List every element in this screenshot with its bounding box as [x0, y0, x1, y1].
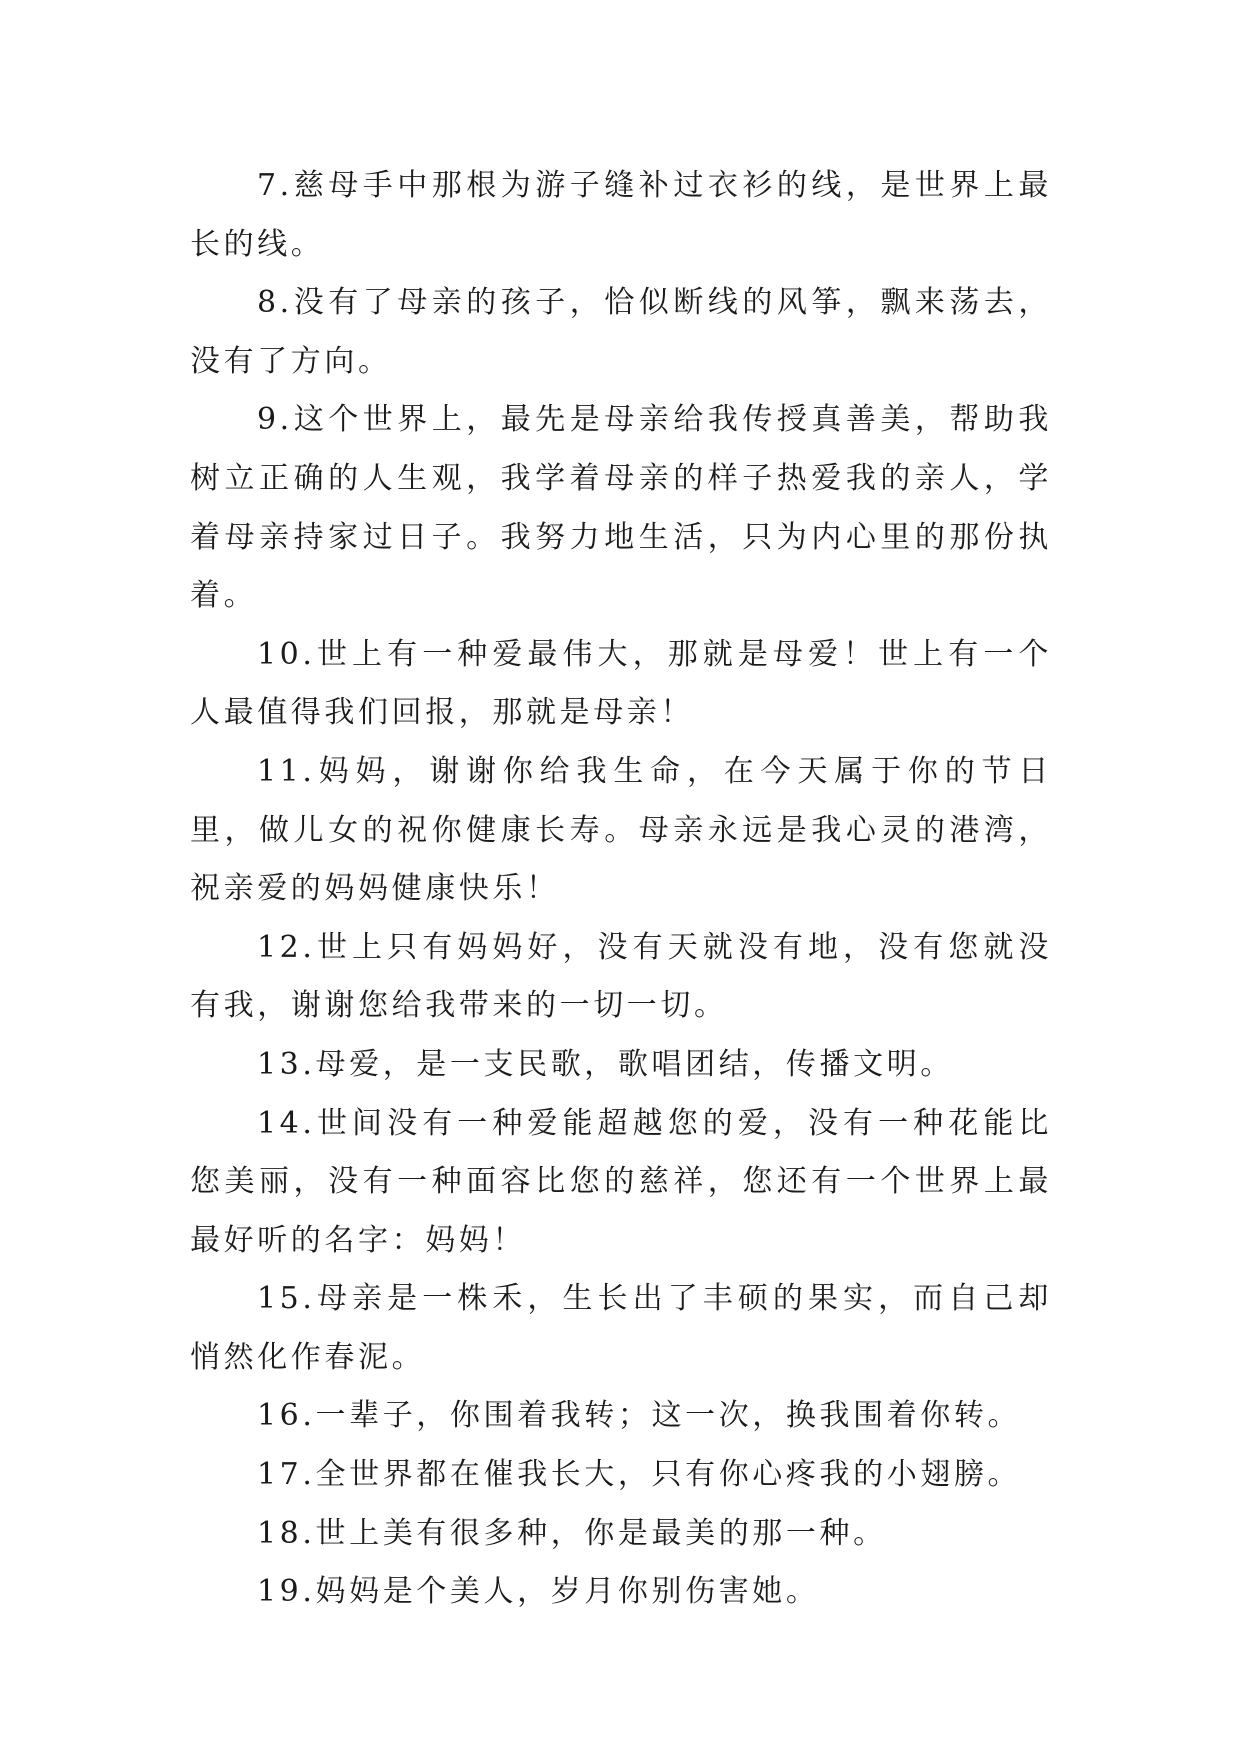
paragraph-17: 17.全世界都在催我长大，只有你心疼我的小翅膀。: [257, 1457, 1022, 1493]
paragraph-11: 11.妈妈，谢谢你给我生命，在今天属于你的节日里，做儿女的祝你健康长寿。母亲永远是我心灵的港湾，祝亲爱的妈妈健康快乐！: [190, 753, 1052, 907]
paragraph-19: 19.妈妈是个美人，岁月你别伤害她。: [257, 1574, 820, 1610]
paragraph-8: 8.没有了母亲的孩子，恰似断线的风筝，飘来荡去，没有了方向。: [190, 285, 1052, 379]
paragraph-13: 13.母爱，是一支民歌，歌唱团结，传播文明。: [257, 1046, 954, 1082]
paragraph-10: 10.世上有一种爱最伟大，那就是母爱！世上有一个人最值得我们回报，那就是母亲！: [190, 636, 1052, 731]
paragraph-16: 16.一辈子，你围着我转；这一次，换我围着你转。: [257, 1398, 1022, 1434]
paragraph-12: 12.世上只有妈妈好，没有天就没有地，没有您就没有我，谢谢您给我带来的一切一切。: [190, 929, 1052, 1024]
paragraph-7: 7.慈母手中那根为游子缝补过衣衫的线，是世界上最长的线。: [190, 168, 1052, 262]
paragraph-15: 15.母亲是一株禾，生长出了丰硕的果实，而自己却悄然化作春泥。: [190, 1281, 1052, 1375]
paragraph-18: 18.世上美有很多种，你是最美的那一种。: [257, 1515, 887, 1551]
paragraph-14: 14.世间没有一种爱能超越您的爱，没有一种花能比您美丽，没有一种面容比您的慈祥，您还有一个世界上最最好听的名字：妈妈！: [190, 1105, 1052, 1258]
document-page: [190, 157, 1052, 1622]
paragraph-9: 9.这个世界上，最先是母亲给我传授真善美，帮助我树立正确的人生观，我学着母亲的样子热爱我的亲人，学着母亲持家过日子。我努力地生活，只为内心里的那份执着。: [190, 402, 1052, 614]
